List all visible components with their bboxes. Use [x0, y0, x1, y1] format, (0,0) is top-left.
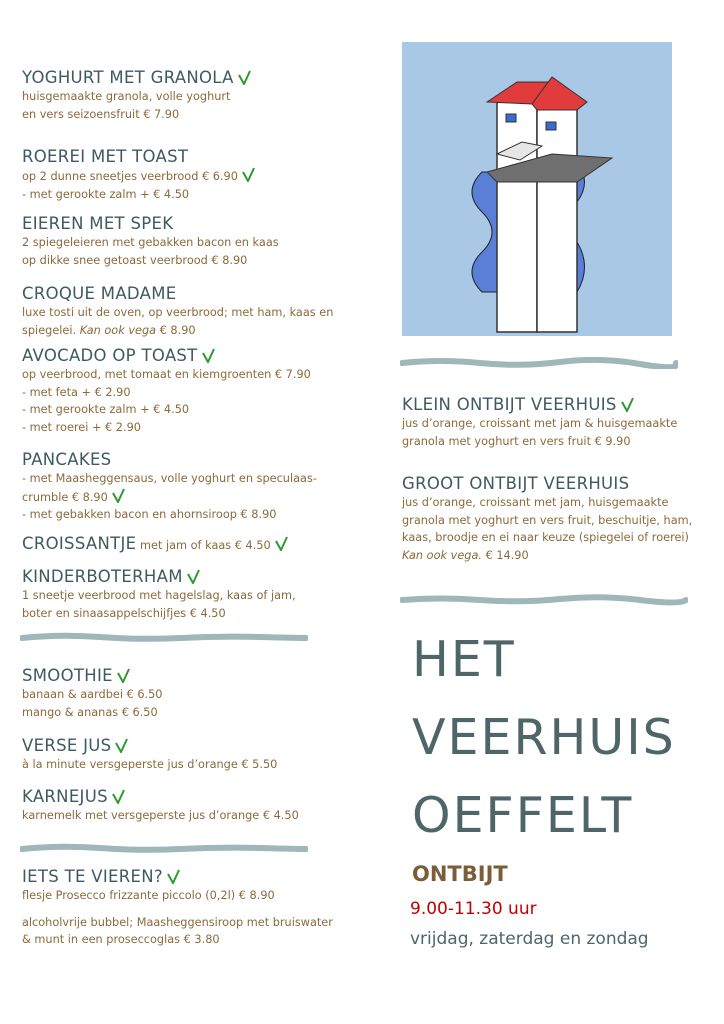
item-desc: luxe tosti uit de oven, op veerbrood; met ham, kaas en	[22, 306, 334, 319]
item-desc: - met Maasheggensaus, volle yoghurt en speculaas-	[22, 472, 317, 485]
item-desc: granola met yoghurt en vers fruit, beschuitje, ham,	[402, 513, 693, 527]
item-title: EIEREN MET SPEK	[22, 214, 174, 233]
vegetarian-check-icon	[112, 789, 125, 804]
item-desc: kaas, broodje en ei naar keuze (spiegelei of roerei)	[402, 531, 689, 544]
item-title: AVOCADO OP TOAST	[22, 346, 198, 365]
vegetarian-check-icon	[621, 397, 634, 412]
vega-note: Kan ook vega	[79, 323, 157, 337]
menu-item-yoghurt	[22, 68, 251, 123]
menu-item-karnejus	[22, 787, 299, 825]
item-desc: - met gebakken bacon en ahornsiroop € 8.90	[22, 508, 277, 521]
veerhuis-illustration	[402, 42, 672, 336]
item-desc: op 2 dunne sneetjes veerbrood € 6.90	[22, 170, 238, 183]
item-desc: crumble € 8.90	[22, 490, 108, 504]
item-desc: - met roerei + € 2.90	[22, 420, 141, 434]
item-title: YOGHURT MET GRANOLA	[22, 68, 234, 87]
menu-item-klein-ontbijt	[402, 395, 677, 450]
item-desc: 2 spiegeleieren met gebakken bacon en kaas	[22, 236, 279, 249]
opening-hours: 9.00-11.30 uur	[410, 899, 537, 919]
item-desc: flesje Prosecco frizzante piccolo (0,2l) € 8.90	[22, 889, 275, 902]
item-title: KLEIN ONTBIJT VEERHUIS	[402, 395, 617, 414]
ontbijt-heading: ONTBIJT	[412, 862, 508, 886]
item-desc: 1 sneetje veerbrood met hagelslag, kaas of jam,	[22, 589, 296, 602]
item-desc: jus d’orange, croissant met jam, huisgemaakte	[402, 496, 669, 509]
menu-item-smoothie	[22, 666, 163, 721]
brush-divider	[20, 632, 308, 644]
item-desc: spiegelei.	[22, 323, 77, 337]
brand-line-veerhuis: VEERHUIS	[412, 709, 676, 766]
item-price: € 8.90	[156, 323, 196, 337]
item-title: CROQUE MADAME	[22, 284, 177, 303]
brush-divider	[20, 843, 308, 855]
item-desc: boter en sinaasappelschijfjes € 4.50	[22, 606, 226, 620]
vegetarian-check-icon	[112, 488, 125, 503]
item-desc: op dikke snee getoast veerbrood € 8.90	[22, 253, 248, 267]
menu-item-verse-jus	[22, 736, 277, 774]
item-title: CROISSANTJE	[22, 534, 137, 553]
item-desc: op veerbrood, met tomaat en kiemgroenten € 7.90	[22, 368, 311, 381]
item-desc: en vers seizoensfruit € 7.90	[22, 107, 180, 121]
item-desc: huisgemaakte granola, volle yoghurt	[22, 90, 231, 103]
vegetarian-check-icon	[167, 869, 180, 884]
item-title: VERSE JUS	[22, 736, 112, 755]
item-desc: met jam of kaas € 4.50	[136, 539, 271, 552]
item-title: GROOT ONTBIJT VEERHUIS	[402, 474, 630, 493]
vega-note: Kan ook vega.	[402, 548, 482, 562]
menu-item-roerei	[22, 147, 255, 203]
spacer	[22, 905, 333, 914]
vegetarian-check-icon	[275, 536, 288, 551]
menu-item-croque	[22, 284, 333, 339]
opening-days: vrijdag, zaterdag en zondag	[410, 929, 649, 949]
item-desc: mango & ananas € 6.50	[22, 705, 158, 719]
menu-item-eieren	[22, 214, 279, 269]
menu-item-groot-ontbijt	[402, 474, 692, 564]
item-price: € 14.90	[481, 548, 529, 562]
vegetarian-check-icon	[202, 348, 215, 363]
brand-line-oeffelt: OEFFELT	[412, 787, 634, 844]
vegetarian-check-icon	[238, 70, 251, 85]
item-desc: banaan & aardbei € 6.50	[22, 688, 163, 701]
menu-item-iets-te-vieren	[22, 867, 333, 949]
item-desc: & munt in een proseccoglas € 3.80	[22, 933, 220, 946]
item-desc: - met gerookte zalm + € 4.50	[22, 403, 190, 416]
brand-line-het: HET	[412, 631, 516, 688]
brush-divider	[400, 594, 688, 606]
vegetarian-check-icon	[187, 569, 200, 584]
vegetarian-check-icon	[115, 738, 128, 753]
item-desc: alcoholvrije bubbel; Maasheggensiroop met bruiswater	[22, 915, 333, 929]
item-title: IETS TE VIEREN?	[22, 867, 163, 886]
vegetarian-check-icon	[242, 167, 255, 182]
item-desc: jus d’orange, croissant met jam & huisgemaakte	[402, 417, 678, 430]
item-title: SMOOTHIE	[22, 666, 113, 685]
item-title: PANCAKES	[22, 450, 112, 469]
menu-item-pancakes	[22, 450, 317, 524]
vegetarian-check-icon	[117, 668, 130, 683]
menu-item-croissantje	[22, 534, 288, 556]
item-desc: - met feta + € 2.90	[22, 385, 131, 399]
item-desc: - met gerookte zalm + € 4.50	[22, 187, 190, 201]
item-desc: granola met yoghurt en vers fruit € 9.90	[402, 434, 631, 448]
item-title: KARNEJUS	[22, 787, 108, 806]
item-desc: à la minute versgeperste jus d’orange € 5.50	[22, 758, 278, 771]
menu-item-avocado	[22, 346, 311, 436]
item-desc: karnemelk met versgeperste jus d’orange € 4.50	[22, 809, 299, 822]
item-title: ROEREI MET TOAST	[22, 147, 189, 166]
brush-divider	[400, 357, 678, 369]
menu-item-kinderboterham	[22, 567, 296, 622]
item-title: KINDERBOTERHAM	[22, 567, 183, 586]
